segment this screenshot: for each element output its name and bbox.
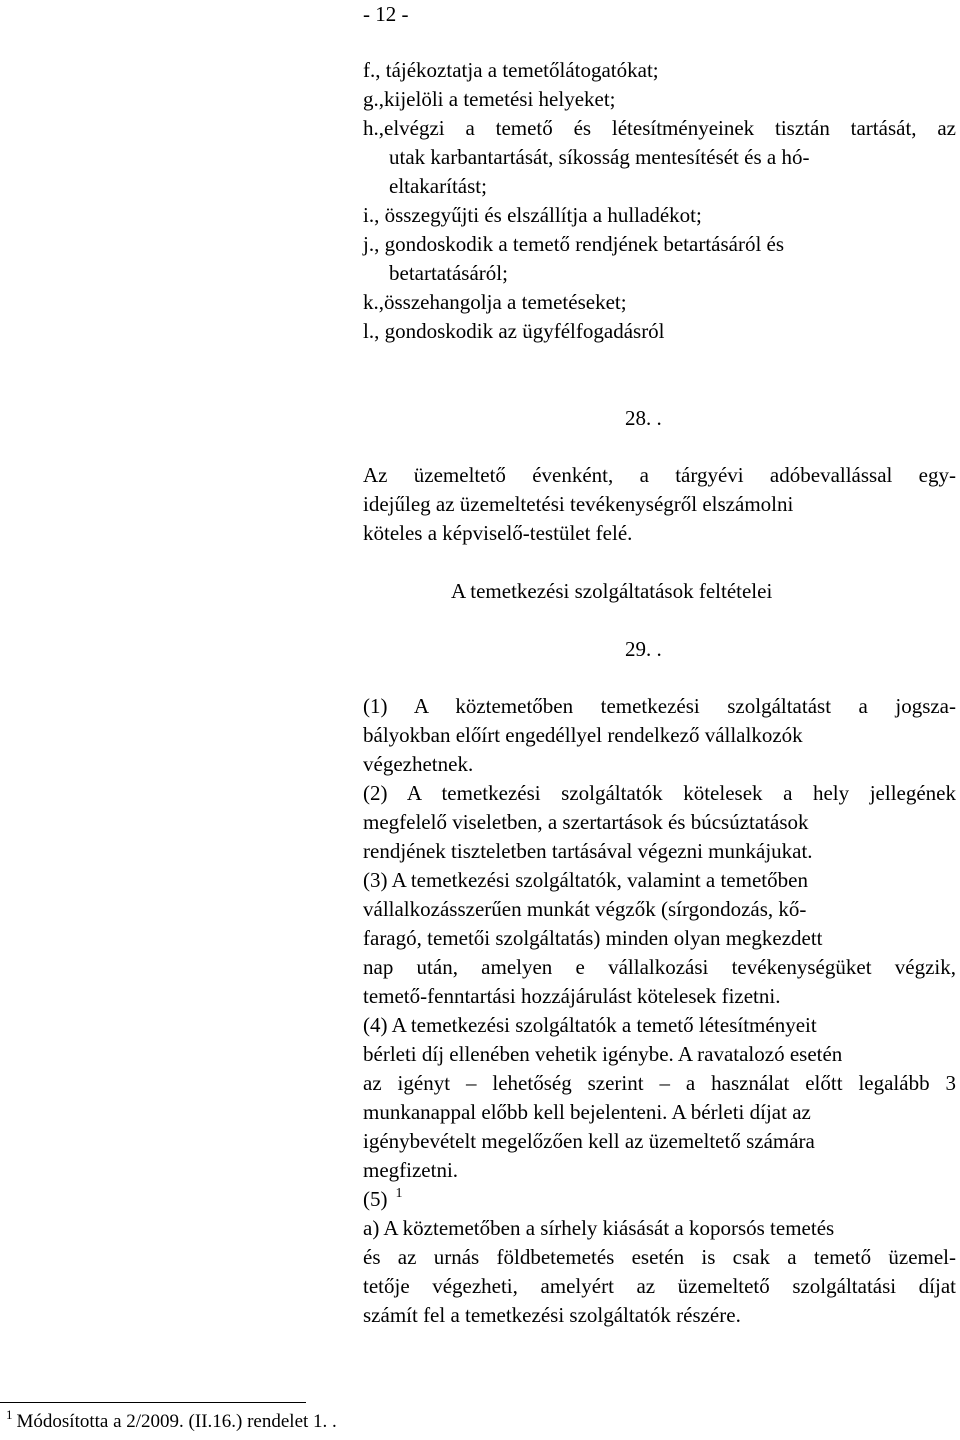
paragraph-line: (3) A temetkezési szolgáltatók, valamint a temetőben xyxy=(363,868,808,892)
paragraph-line: idejűleg az üzemeltetési tevékenységről elszámolni xyxy=(363,492,794,516)
list-item: eltakarítást; xyxy=(389,174,487,198)
list-item: utak karbantartását, síkosság mentesítését és a hó- xyxy=(389,145,810,169)
section-29-heading: 29. . xyxy=(625,637,662,661)
paragraph-line: rendjének tiszteletben tartásával végezni munkájukat. xyxy=(363,839,813,863)
chapter-title: A temetkezési szolgáltatások feltételei xyxy=(451,579,773,603)
list-item: g.,kijelöli a temetési helyeket; xyxy=(363,87,616,111)
list-item: l., gondoskodik az ügyfélfogadásról xyxy=(363,319,665,343)
paragraph-line: Az üzemeltető évenként, a tárgyévi adóbevallással egy- xyxy=(363,463,956,487)
footnote-text: Módosította a 2/2009. (II.16.) rendelet 1. . xyxy=(16,1411,337,1432)
list-item: i., összegyűjti és elszállítja a hulladékot; xyxy=(363,203,702,227)
paragraph-line: vállalkozásszerűen munkát végzők (sírgondozás, kő- xyxy=(363,897,807,921)
footnote-reference[interactable]: 1 xyxy=(395,1186,403,1201)
page-number: - 12 - xyxy=(363,2,409,26)
paragraph-5-number: (5) xyxy=(363,1187,388,1211)
paragraph-line: számít fel a temetkezési szolgáltatók részére. xyxy=(363,1303,741,1327)
list-item: f., tájékoztatja a temetőlátogatókat; xyxy=(363,58,659,82)
paragraph-line: nap után, amelyen e vállalkozási tevékenységüket végzik, xyxy=(363,955,956,979)
paragraph-line: munkanappal előbb kell bejelenteni. A bérleti díjat az xyxy=(363,1100,811,1124)
paragraph-line: végezhetnek. xyxy=(363,752,474,776)
paragraph-line: igénybevételt megelőzően kell az üzemeltető számára xyxy=(363,1129,815,1153)
paragraph-5-label xyxy=(363,1185,403,1217)
footnote xyxy=(0,1407,337,1435)
paragraph-line: tetője végezheti, amelyért az üzemeltető szolgáltatási díjat xyxy=(363,1274,956,1298)
paragraph-line: (4) A temetkezési szolgáltatók a temető létesítményeit xyxy=(363,1013,817,1037)
list-item: j., gondoskodik a temető rendjének betartásáról és xyxy=(363,232,785,256)
paragraph-line: és az urnás földbetemetés esetén is csak a temető üzemel- xyxy=(363,1245,956,1269)
paragraph-line: bérleti díj ellenében vehetik igénybe. A ravatalozó esetén xyxy=(363,1042,843,1066)
section-28-heading: 28. . xyxy=(625,406,662,430)
paragraph-line: a) A köztemetőben a sírhely kiásását a koporsós temetés xyxy=(363,1216,835,1240)
list-item: betartatásáról; xyxy=(389,261,508,285)
paragraph-line: köteles a képviselő-testület felé. xyxy=(363,521,633,545)
footnote-mark: 1 xyxy=(6,1407,13,1422)
paragraph-line: az igényt – lehetőség szerint – a használat előtt legalább 3 xyxy=(363,1071,956,1095)
list-item: k.,összehangolja a temetéseket; xyxy=(363,290,627,314)
list-item: h.,elvégzi a temető és létesítményeinek tisztán tartását, az xyxy=(363,116,956,140)
paragraph-line: (2) A temetkezési szolgáltatók kötelesek a hely jellegének xyxy=(363,781,956,805)
paragraph-line: megfelelő viseletben, a szertartások és búcsúztatások xyxy=(363,810,809,834)
paragraph-line: faragó, temetői szolgáltatás) minden olyan megkezdett xyxy=(363,926,823,950)
paragraph-line: megfizetni. xyxy=(363,1158,459,1182)
paragraph-line: bályokban előírt engedéllyel rendelkező vállalkozók xyxy=(363,723,803,747)
paragraph-line: temető-fenntartási hozzájárulást kötelesek fizetni. xyxy=(363,984,781,1008)
paragraph-line: (1) A köztemetőben temetkezési szolgáltatást a jogsza- xyxy=(363,694,956,718)
footnote-separator xyxy=(0,1402,306,1403)
